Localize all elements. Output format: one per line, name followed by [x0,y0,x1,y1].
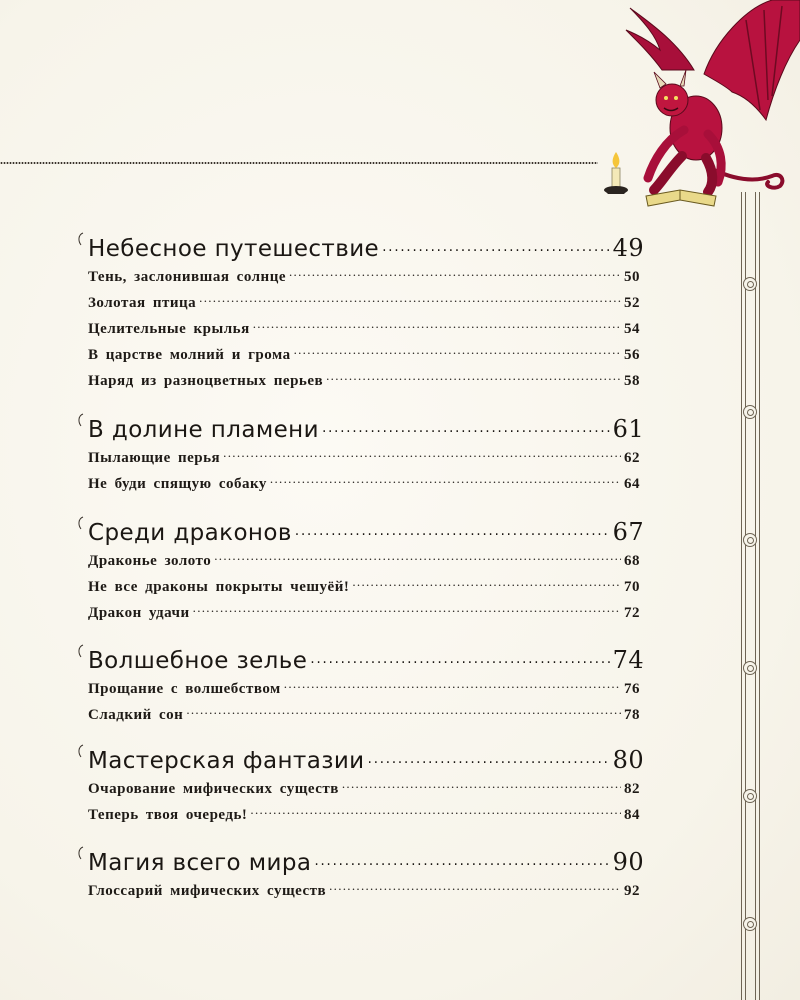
toc-entry[interactable] [88,292,640,312]
dot-leader [352,576,621,591]
dot-leader [329,880,621,895]
dot-leader [322,414,610,437]
border-knot-icon [743,277,757,291]
chapter-entry[interactable] [88,847,644,876]
entry-title: Теперь твоя очередь! [88,807,248,823]
entry-title: Целительные крылья [88,321,250,337]
dot-leader [382,233,610,256]
chapter-entry[interactable] [88,745,644,774]
entry-page-number: 92 [624,883,640,899]
entry-page-number: 58 [624,373,640,389]
toc-entry[interactable] [88,344,640,364]
entry-page-number: 70 [624,579,640,595]
dot-leader [342,778,621,793]
toc-entry[interactable] [88,778,640,798]
toc-entry[interactable] [88,678,640,698]
toc-entry[interactable] [88,804,640,824]
entry-page-number: 76 [624,681,640,697]
chapter-page-number: 74 [612,646,644,674]
toc-entry[interactable] [88,880,640,900]
chapter-entry[interactable] [88,233,644,262]
entry-page-number: 52 [624,295,640,311]
chapter-title: Магия всего мира [88,850,312,876]
chapter-title: Небесное путешествие [88,236,380,262]
gargoyle-with-candle-and-book-icon [596,0,800,212]
chapter-title: Среди драконов [88,520,292,546]
chapter-title: В долине пламени [88,417,319,443]
chapter-title: Волшебное зелье [88,648,308,674]
entry-page-number: 56 [624,347,640,363]
entry-title: Наряд из разноцветных перьев [88,373,324,389]
flourish-icon [75,744,85,758]
entry-page-number: 64 [624,476,640,492]
entry-title: Дракон удачи [88,605,190,621]
toc-entry[interactable] [88,704,640,724]
flourish-icon [75,644,85,658]
dot-leader [368,745,610,768]
entry-title: Не все драконы покрыты чешуёй! [88,579,350,595]
chapter-title: Мастерская фантазии [88,748,365,774]
dot-leader [223,447,621,462]
entry-title: Пылающие перья [88,450,221,466]
chapter-page-number: 61 [612,415,644,443]
toc-entry[interactable] [88,318,640,338]
entry-title: Золотая птица [88,295,197,311]
dot-leader [294,344,621,359]
chapter-page-number: 80 [612,746,644,774]
dot-leader [214,550,621,565]
toc-entry[interactable] [88,602,640,622]
entry-title: В царстве молний и грома [88,347,291,363]
dot-leader [310,645,609,668]
dot-leader [295,517,610,540]
chapter-entry[interactable] [88,645,644,674]
entry-page-number: 54 [624,321,640,337]
entry-page-number: 50 [624,269,640,285]
toc-entry[interactable] [88,266,640,286]
flourish-icon [75,413,85,427]
toc-entry[interactable] [88,550,640,570]
flourish-icon [75,846,85,860]
entry-title: Тень, заслонившая солнце [88,269,286,285]
entry-page-number: 62 [624,450,640,466]
toc-entry[interactable] [88,473,640,493]
chapter-page-number: 67 [612,518,644,546]
entry-title: Очарование мифических существ [88,781,339,797]
flourish-icon [75,232,85,246]
dot-leader [250,804,621,819]
toc-entry[interactable] [88,447,640,467]
dot-leader [284,678,621,693]
chapter-page-number: 49 [612,234,644,262]
border-knot-icon [743,661,757,675]
flourish-icon [75,516,85,530]
entry-title: Глоссарий мифических существ [88,883,327,899]
entry-title: Прощание с волшебством [88,681,281,697]
dot-leader [326,370,621,385]
entry-page-number: 68 [624,553,640,569]
border-knot-icon [743,917,757,931]
dot-leader [314,847,609,870]
dot-leader [186,704,621,719]
top-dotted-rule [0,162,598,164]
dot-leader [199,292,621,307]
chapter-entry[interactable] [88,517,644,546]
entry-title: Драконье золото [88,553,212,569]
toc-entry[interactable] [88,576,640,596]
right-border-band [737,192,765,1000]
border-knot-icon [743,405,757,419]
chapter-entry[interactable] [88,414,644,443]
entry-title: Сладкий сон [88,707,184,723]
dot-leader [193,602,621,617]
toc-entry[interactable] [88,370,640,390]
dot-leader [270,473,621,488]
dot-leader [289,266,621,281]
entry-page-number: 72 [624,605,640,621]
dot-leader [253,318,621,333]
border-knot-icon [743,789,757,803]
entry-page-number: 84 [624,807,640,823]
entry-title: Не буди спящую собаку [88,476,267,492]
border-knot-icon [743,533,757,547]
chapter-page-number: 90 [612,848,644,876]
entry-page-number: 82 [624,781,640,797]
entry-page-number: 78 [624,707,640,723]
